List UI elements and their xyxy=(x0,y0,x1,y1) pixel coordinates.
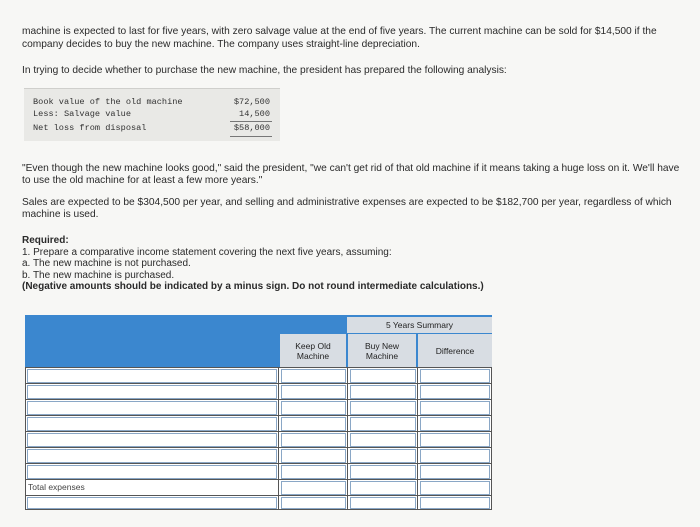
keep-old-input[interactable] xyxy=(281,417,346,431)
difference-input[interactable] xyxy=(420,385,490,399)
column-divider xyxy=(347,367,348,510)
keep-old-input[interactable] xyxy=(281,369,346,383)
required-item-b: b. The new machine is purchased. xyxy=(22,269,175,281)
column-divider xyxy=(25,367,26,510)
header-difference: Difference xyxy=(418,334,492,367)
five-year-summary-header: 5 Years Summary xyxy=(347,317,492,333)
header-keep-old-machine: Keep Old Machine xyxy=(280,334,346,367)
buy-new-input[interactable] xyxy=(350,401,416,415)
required-heading: Required: xyxy=(22,235,69,246)
row-label-input[interactable] xyxy=(27,465,277,479)
difference-input[interactable] xyxy=(420,417,490,431)
intro-paragraph: machine is expected to last for five years, with zero salvage value at the end of five years. The current machine can be sold for $14,500 if the company decides to buy the new machine. The company uses straight-line depreciation. xyxy=(22,26,657,50)
buy-new-input[interactable] xyxy=(350,449,416,463)
row-divider xyxy=(25,399,492,400)
required-section xyxy=(22,235,484,293)
required-item-1: 1. Prepare a comparative income statement covering the next five years, assuming: xyxy=(22,246,392,258)
table-header xyxy=(25,315,492,367)
keep-old-input[interactable] xyxy=(281,449,346,463)
column-divider xyxy=(491,367,492,510)
row-divider xyxy=(25,509,492,510)
required-note: (Negative amounts should be indicated by a minus sign. Do not round intermediate calculations.) xyxy=(22,281,484,292)
difference-input[interactable] xyxy=(420,449,490,463)
total-difference-input[interactable] xyxy=(420,481,490,495)
row-divider xyxy=(25,367,492,368)
required-item-a: a. The new machine is not purchased. xyxy=(22,258,191,269)
keep-old-input[interactable] xyxy=(281,433,346,447)
difference-input[interactable] xyxy=(420,433,490,447)
buy-new-input[interactable] xyxy=(350,497,416,509)
row-label-input[interactable] xyxy=(27,449,277,463)
row-label-input[interactable] xyxy=(27,433,277,447)
total-buy-new-input[interactable] xyxy=(350,481,416,495)
buy-new-input[interactable] xyxy=(350,369,416,383)
sales-paragraph: Sales are expected to be $304,500 per year, and selling and administrative expenses are expected to be $182,700 per year, regardless of which machine is used. xyxy=(22,197,672,220)
buy-new-input[interactable] xyxy=(350,465,416,479)
disposal-analysis-table xyxy=(24,88,280,141)
row-divider xyxy=(25,463,492,464)
row-label-input[interactable] xyxy=(27,497,277,509)
analysis-label-net-loss: Net loss from disposal xyxy=(33,123,147,133)
keep-old-input[interactable] xyxy=(281,497,346,509)
row-divider xyxy=(25,383,492,384)
analysis-label-salvage: Less: Salvage value xyxy=(33,109,131,119)
analysis-value-net-loss: $58,000 xyxy=(233,123,270,133)
difference-input[interactable] xyxy=(420,497,490,509)
row-label-input[interactable] xyxy=(27,417,277,431)
keep-old-input[interactable] xyxy=(281,401,346,415)
analysis-label-book-value: Book value of the old machine xyxy=(33,97,183,107)
buy-new-input[interactable] xyxy=(350,385,416,399)
analysis-divider xyxy=(230,121,272,122)
row-label-input[interactable] xyxy=(27,369,277,383)
president-quote: "Even though the new machine looks good," said the president, "we can't get rid of that old machine if it means taking a huge loss on it. We'll have to use the old machine for at least a few more years." xyxy=(22,163,680,186)
difference-input[interactable] xyxy=(420,465,490,479)
header-buy-new-machine: Buy New Machine xyxy=(348,334,416,367)
analysis-value-salvage: 14,500 xyxy=(239,109,270,119)
total-keep-old-input[interactable] xyxy=(281,481,346,495)
row-label-input[interactable] xyxy=(27,401,277,415)
analysis-double-underline xyxy=(230,136,272,137)
row-divider xyxy=(25,431,492,432)
keep-old-input[interactable] xyxy=(281,465,346,479)
buy-new-input[interactable] xyxy=(350,417,416,431)
difference-input[interactable] xyxy=(420,401,490,415)
intro-analysis-text: In trying to decide whether to purchase the new machine, the president has prepared the following analysis: xyxy=(22,65,507,76)
column-divider xyxy=(417,367,418,510)
keep-old-input[interactable] xyxy=(281,385,346,399)
row-divider xyxy=(25,479,492,480)
row-divider xyxy=(25,415,492,416)
column-divider xyxy=(278,367,279,510)
total-expenses-label: Total expenses xyxy=(28,482,85,492)
row-label-input[interactable] xyxy=(27,385,277,399)
difference-input[interactable] xyxy=(420,369,490,383)
row-divider xyxy=(25,495,492,496)
buy-new-input[interactable] xyxy=(350,433,416,447)
comparative-income-statement-table xyxy=(25,315,492,510)
analysis-value-book-value: $72,500 xyxy=(233,97,270,107)
row-divider xyxy=(25,447,492,448)
